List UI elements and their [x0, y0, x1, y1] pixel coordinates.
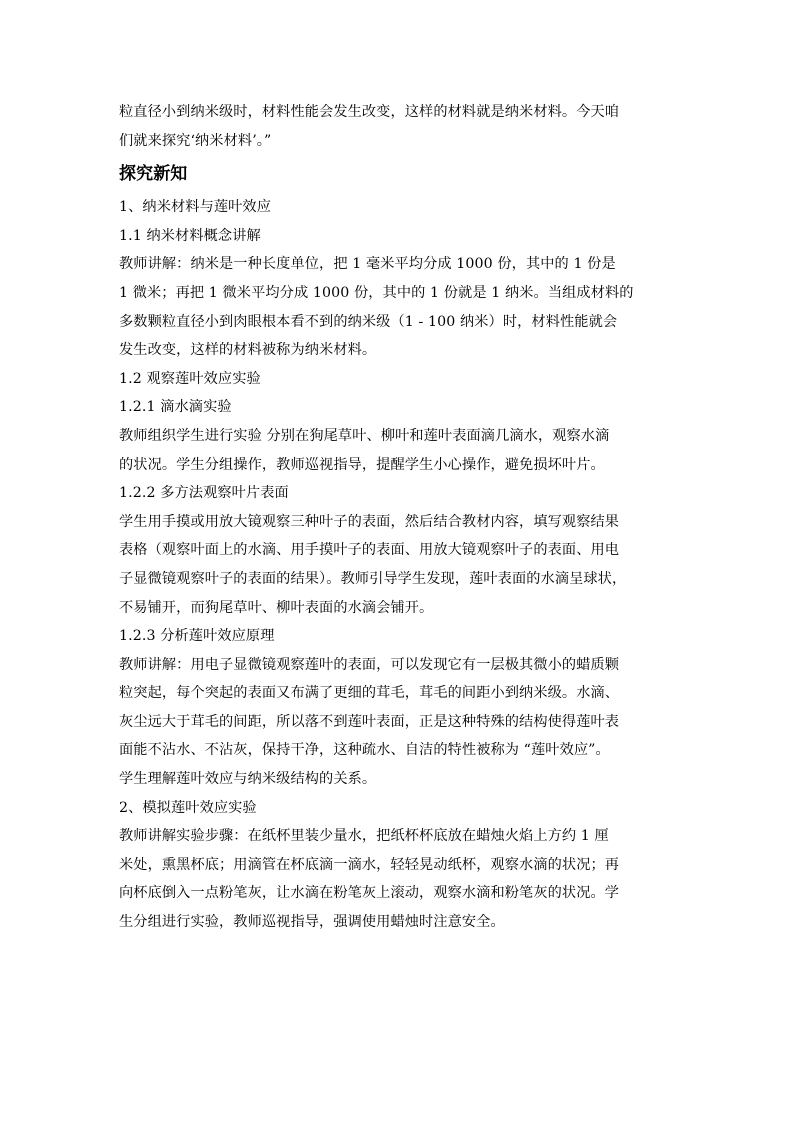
text-line: 1.2.1 滴水滴实验	[119, 399, 232, 416]
text-line: 们就来探究‘纳米材料’。”	[119, 132, 272, 149]
text-line: 生分组进行实验，教师巡视指导，强调使用蜡烛时注意安全。	[119, 914, 505, 931]
text-line: 多数颗粒直径小到肉眼根本看不到的纳米级（1 - 100 纳米）时，材料性能就会	[119, 313, 618, 330]
text-line: 学生用手摸或用放大镜观察三种叶子的表面，然后结合教材内容，填写观察结果	[119, 513, 620, 530]
text-line: 教师组织学生进行实验 分别在狗尾草叶、柳叶和莲叶表面滴几滴水，观察水滴	[119, 427, 610, 444]
text-line: 1.1 纳米材料概念讲解	[119, 227, 261, 244]
text-line: 米处，熏黑杯底；用滴管在杯底滴一滴水，轻轻晃动纸杯，观察水滴的状况；再	[119, 856, 620, 873]
text-line: 1、纳米材料与莲叶效应	[119, 199, 272, 216]
text-line: 的状况。学生分组操作，教师巡视指导，提醒学生小心操作，避免损坏叶片。	[119, 456, 605, 473]
text-line: 1 微米；再把 1 微米平均分成 1000 份，其中的 1 份就是 1 纳米。当组成材料的	[119, 284, 634, 301]
text-line: 灰尘远大于茸毛的间距，所以落不到莲叶表面，正是这种特殊的结构使得莲叶表	[119, 713, 620, 730]
text-line: 面能不沾水、不沾灰，保持干净，这种疏水、自洁的特性被称为 “莲叶效应”。	[119, 742, 610, 759]
text-line: 教师讲解：纳米是一种长度单位，把 1 毫米平均分成 1000 份，其中的 1 份是	[119, 256, 616, 273]
text-line: 子显微镜观察叶子的表面的结果）。教师引导学生发现，莲叶表面的水滴呈球状，	[119, 570, 627, 587]
section-heading: 探究新知	[119, 164, 188, 185]
text-line: 发生改变，这样的材料被称为纳米材料。	[119, 342, 377, 359]
text-line: 1.2.2 多方法观察叶片表面	[119, 485, 289, 502]
text-line: 2、模拟莲叶效应实验	[119, 799, 257, 816]
text-line: 不易铺开，而狗尾草叶、柳叶表面的水滴会铺开。	[119, 599, 434, 616]
document-page	[119, 98, 679, 937]
text-line: 粒突起，每个突起的表面又布满了更细的茸毛，茸毛的间距小到纳米级。水滴、	[119, 685, 620, 702]
text-line: 向杯底倒入一点粉笔灰，让水滴在粉笔灰上滚动，观察水滴和粉笔灰的状况。学	[119, 885, 620, 902]
text-line: 1.2.3 分析莲叶效应原理	[119, 628, 275, 645]
text-line: 教师讲解实验步骤：在纸杯里装少量水，把纸杯杯底放在蜡烛火焰上方约 1 厘	[119, 828, 609, 845]
text-line: 教师讲解：用电子显微镜观察莲叶的表面，可以发现它有一层极其微小的蜡质颗	[119, 656, 620, 673]
text-line: 表格（观察叶面上的水滴、用手摸叶子的表面、用放大镜观察叶子的表面、用电	[119, 542, 620, 559]
text-line: 粒直径小到纳米级时，材料性能会发生改变，这样的材料就是纳米材料。今天咱	[119, 104, 620, 120]
text-line: 学生理解莲叶效应与纳米级结构的关系。	[119, 771, 377, 788]
text-line: 1.2 观察莲叶效应实验	[119, 370, 261, 387]
